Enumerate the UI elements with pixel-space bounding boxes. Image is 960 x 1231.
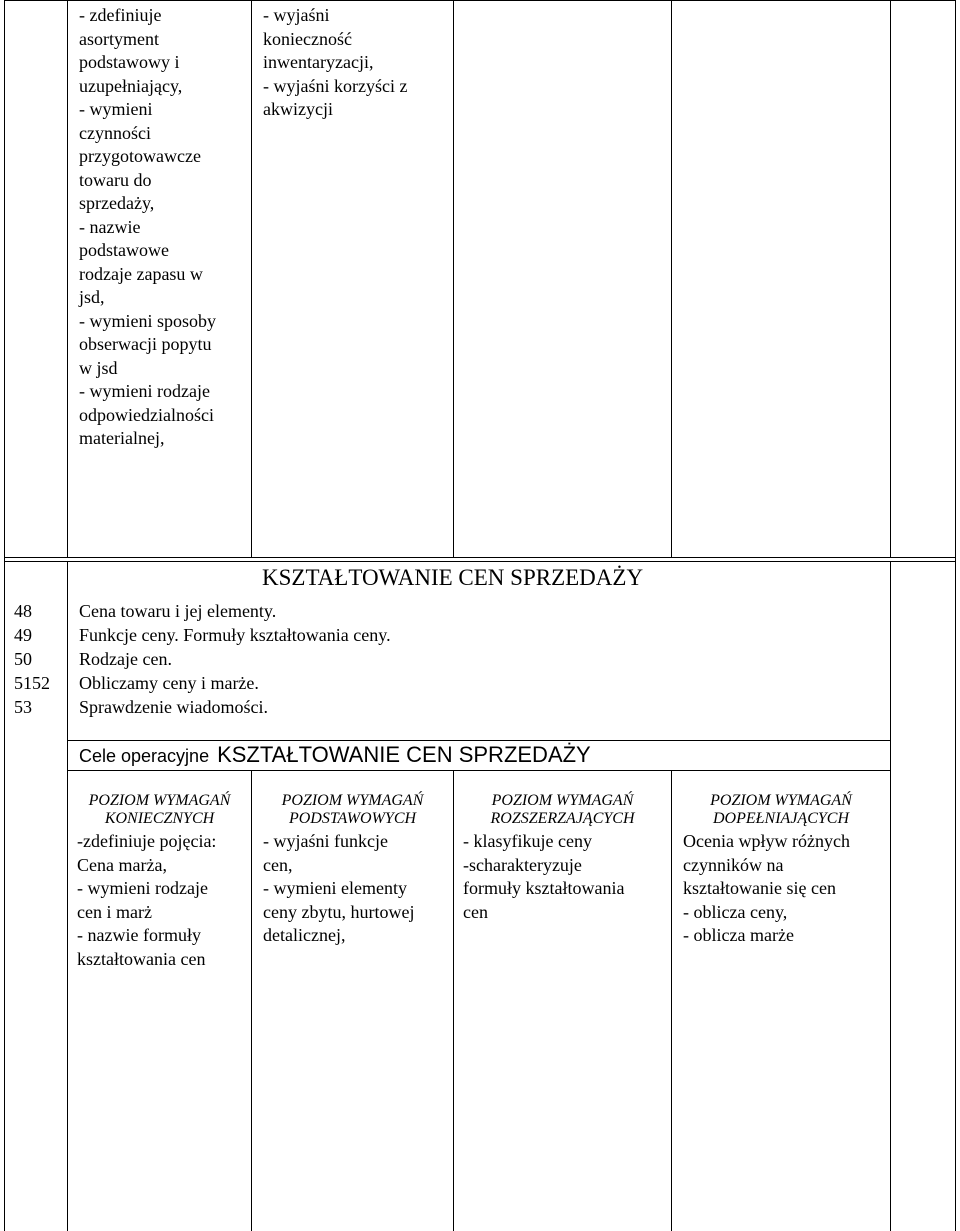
- level-heading-line: ROZSZERZAJĄCYCH: [490, 810, 635, 827]
- text-line: cen: [463, 901, 488, 922]
- level-heading-line: POZIOM WYMAGAŃ: [491, 792, 634, 809]
- divider-top-2: [251, 0, 252, 558]
- divider-level-2: [453, 770, 454, 1231]
- border-top: [4, 0, 956, 1]
- level-heading-rozszerzajace: [454, 792, 671, 828]
- text-line: sprzedaży,: [79, 193, 155, 213]
- text-line: -zdefiniuje pojęcia:: [77, 831, 217, 851]
- text-line: czynników na: [683, 854, 784, 875]
- text-line: - wyjaśni: [263, 5, 330, 25]
- border-right: [955, 0, 956, 1231]
- text-line: - wymieni elementy: [263, 878, 407, 898]
- text-line: akwizycji: [263, 99, 333, 119]
- divider-top-3: [453, 0, 454, 558]
- text-line: w jsd: [79, 357, 118, 378]
- lesson-number: 50: [14, 649, 32, 669]
- objectives-row-top: [67, 740, 891, 741]
- text-line: - oblicza ceny,: [683, 901, 788, 922]
- text-line: kształtowanie się cen: [683, 878, 836, 898]
- text-line: czynności: [79, 122, 151, 143]
- text-line: - wyjaśni funkcje: [263, 831, 388, 851]
- level-content-podstawowe: [263, 830, 414, 948]
- text-line: Ocenia wpływ różnych: [683, 831, 850, 851]
- lesson-numbers: [14, 599, 50, 719]
- text-line: rodzaje zapasu w: [79, 263, 203, 284]
- lesson-topic: Cena towaru i jej elementy.: [79, 601, 277, 621]
- text-line: podstawowe: [79, 240, 169, 260]
- text-line: - wymieni: [79, 99, 153, 119]
- text-line: - wyjaśni korzyści z: [263, 75, 408, 96]
- text-line: cen i marż: [77, 901, 152, 922]
- text-line: odpowiedzialności: [79, 404, 214, 425]
- text-line: - nazwie: [79, 216, 141, 237]
- lesson-number: 53: [14, 697, 32, 717]
- level-heading-dopelniajace: [672, 792, 890, 828]
- text-line: ceny zbytu, hurtowej: [263, 901, 415, 922]
- text-line: formuły kształtowania: [463, 878, 625, 898]
- lesson-number: 49: [14, 625, 32, 645]
- level-heading-line: POZIOM WYMAGAŃ: [281, 792, 424, 809]
- separator-line-1: [4, 557, 956, 558]
- text-line: -scharakteryzuje: [463, 854, 582, 875]
- text-line: cen,: [263, 854, 293, 875]
- level-heading-podstawowe: [252, 792, 453, 828]
- divider-right-col: [890, 561, 891, 1231]
- objectives-label: Cele operacyjne: [79, 746, 210, 766]
- top-col2-cell: [263, 4, 407, 122]
- divider-level-3: [671, 770, 672, 1231]
- top-col1-cell: [79, 4, 216, 451]
- lesson-number: 5152: [14, 673, 50, 693]
- level-content-dopelniajace: [683, 830, 850, 948]
- text-line: - zdefiniuje: [79, 5, 162, 25]
- text-line: detalicznej,: [263, 925, 346, 945]
- objectives-row-bottom: [67, 770, 891, 771]
- level-heading-line: PODSTAWOWYCH: [288, 810, 417, 827]
- text-line: towaru do: [79, 169, 152, 190]
- level-heading-line: POZIOM WYMAGAŃ: [710, 792, 852, 809]
- lesson-topic: Obliczamy ceny i marże.: [79, 673, 259, 693]
- divider-number-col: [67, 561, 68, 1231]
- level-heading-line: POZIOM WYMAGAŃ: [88, 792, 231, 809]
- text-line: Cena marża,: [77, 854, 167, 875]
- lesson-topics: [79, 599, 391, 719]
- lesson-topic: Sprawdzenie wiadomości.: [79, 697, 268, 717]
- lesson-topic: Rodzaje cen.: [79, 649, 172, 669]
- text-line: kształtowania cen: [77, 948, 206, 969]
- level-heading-line: DOPEŁNIAJĄCYCH: [713, 810, 849, 827]
- lesson-topic: Funkcje ceny. Formuły kształtowania ceny.: [79, 625, 391, 645]
- text-line: - wymieni rodzaje: [79, 381, 210, 401]
- divider-top-5: [890, 0, 891, 558]
- border-left: [4, 0, 5, 1231]
- text-line: przygotowawcze: [79, 146, 201, 166]
- divider-top-4: [671, 0, 672, 558]
- text-line: asortyment: [79, 28, 159, 49]
- objectives-row: [79, 742, 591, 768]
- text-line: obserwacji popytu: [79, 334, 212, 354]
- level-heading-konieczne: [68, 792, 251, 828]
- text-line: - klasyfikuje ceny: [463, 831, 592, 851]
- text-line: podstawowy i: [79, 52, 180, 72]
- level-content-rozszerzajace: [463, 830, 624, 924]
- text-line: - oblicza marże: [683, 925, 794, 945]
- text-line: - wymieni sposoby: [79, 310, 216, 331]
- text-line: materialnej,: [79, 428, 165, 448]
- separator-line-2: [4, 561, 956, 562]
- text-line: konieczność: [263, 28, 352, 49]
- text-line: jsd,: [79, 287, 105, 307]
- level-heading-line: KONIECZNYCH: [104, 810, 215, 827]
- divider-level-1: [251, 770, 252, 1231]
- text-line: - nazwie formuły: [77, 925, 201, 945]
- text-line: - wymieni rodzaje: [77, 878, 208, 898]
- text-line: inwentaryzacji,: [263, 52, 374, 72]
- text-line: uzupełniający,: [79, 75, 183, 96]
- lesson-number: 48: [14, 601, 32, 621]
- section-title: KSZTAŁTOWANIE CEN SPRZEDAŻY: [262, 565, 644, 590]
- objectives-title: KSZTAŁTOWANIE CEN SPRZEDAŻY: [217, 742, 591, 767]
- level-content-konieczne: [77, 830, 216, 971]
- divider-top-1: [67, 0, 68, 558]
